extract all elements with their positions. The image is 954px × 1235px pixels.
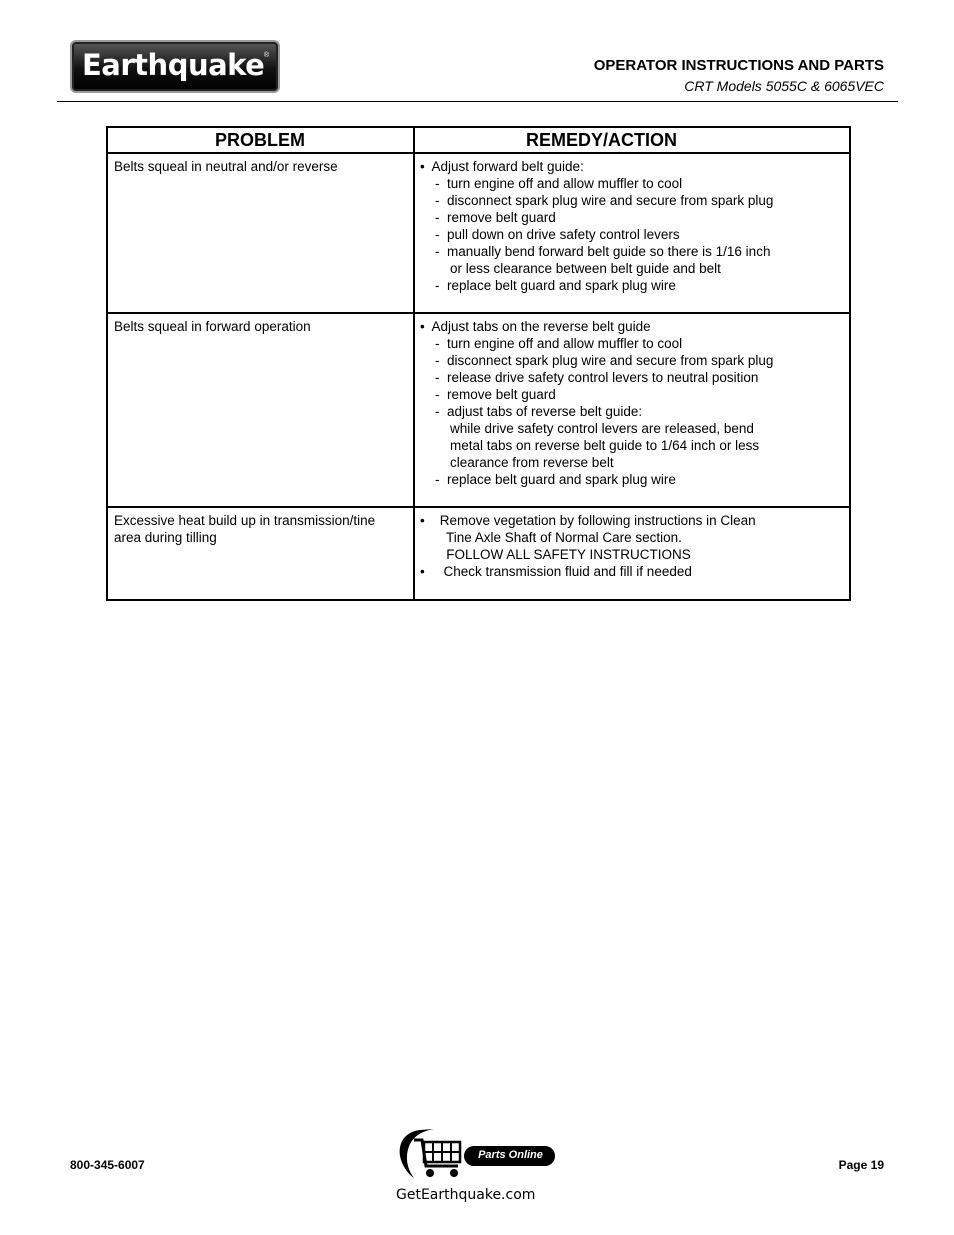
remedy-line: • Adjust tabs on the reverse belt guide	[420, 319, 651, 334]
remedy-line: - replace belt guard and spark plug wire	[420, 472, 676, 487]
table-row	[107, 153, 850, 313]
remedy-cell	[414, 153, 850, 313]
logo-text: Earthquake	[82, 48, 265, 82]
remedy-line: - replace belt guard and spark plug wire	[420, 278, 676, 293]
problem-line: Belts squeal in neutral and/or reverse	[114, 159, 338, 174]
phone-number: 800-345-6007	[70, 1158, 145, 1172]
remedy-line: - disconnect spark plug wire and secure from spark plug	[420, 193, 774, 208]
problem-cell	[107, 313, 414, 507]
earthquake-logo	[70, 40, 280, 93]
remedy-line: - remove belt guard	[420, 387, 556, 402]
remedy-line: or less clearance between belt guide and belt	[420, 261, 721, 276]
header-divider	[57, 101, 898, 102]
document-title: OPERATOR INSTRUCTIONS AND PARTS	[593, 57, 884, 74]
remedy-line: metal tabs on reverse belt guide to 1/64 inch or less	[420, 438, 760, 453]
remedy-line: - pull down on drive safety control levers	[420, 227, 680, 242]
troubleshooting-table	[106, 126, 851, 601]
remedy-line: • Check transmission fluid and fill if needed	[420, 564, 692, 579]
remedy-cell	[414, 313, 850, 507]
page-number: Page 19	[838, 1158, 884, 1172]
table-header-row	[107, 127, 850, 153]
registered-mark: ®	[263, 52, 269, 59]
column-header-remedy: REMEDY/ACTION	[414, 127, 850, 153]
problem-cell	[107, 507, 414, 600]
remedy-line: - turn engine off and allow muffler to cool	[420, 336, 683, 351]
remedy-line: clearance from reverse belt	[420, 455, 614, 470]
remedy-line: - release drive safety control levers to neutral position	[420, 370, 759, 385]
table-row	[107, 313, 850, 507]
remedy-line: while drive safety control levers are released, bend	[420, 421, 754, 436]
remedy-line: - manually bend forward belt guide so there is 1/16 inch	[420, 244, 771, 259]
document-subtitle: CRT Models 5055C & 6065VEC	[684, 78, 884, 94]
remedy-line: Tine Axle Shaft of Normal Care section.	[420, 530, 682, 545]
remedy-cell	[414, 507, 850, 600]
table-row	[107, 507, 850, 600]
remedy-line: • Adjust forward belt guide:	[420, 159, 584, 174]
problem-line: area during tilling	[114, 530, 217, 545]
problem-line: Belts squeal in forward operation	[114, 319, 311, 334]
problem-cell	[107, 153, 414, 313]
parts-online-label: Parts Online	[478, 1149, 543, 1161]
problem-line: Excessive heat build up in transmission/tine	[114, 513, 376, 528]
remedy-line: - disconnect spark plug wire and secure from spark plug	[420, 353, 774, 368]
remedy-line: FOLLOW ALL SAFETY INSTRUCTIONS	[420, 547, 691, 562]
column-header-problem: PROBLEM	[107, 127, 414, 153]
website-url[interactable]: GetEarthquake.com	[396, 1187, 536, 1203]
remedy-line: - adjust tabs of reverse belt guide:	[420, 404, 643, 419]
remedy-line: • Remove vegetation by following instructions in Clean	[420, 513, 756, 528]
remedy-line: - turn engine off and allow muffler to cool	[420, 176, 683, 191]
remedy-line: - remove belt guard	[420, 210, 556, 225]
